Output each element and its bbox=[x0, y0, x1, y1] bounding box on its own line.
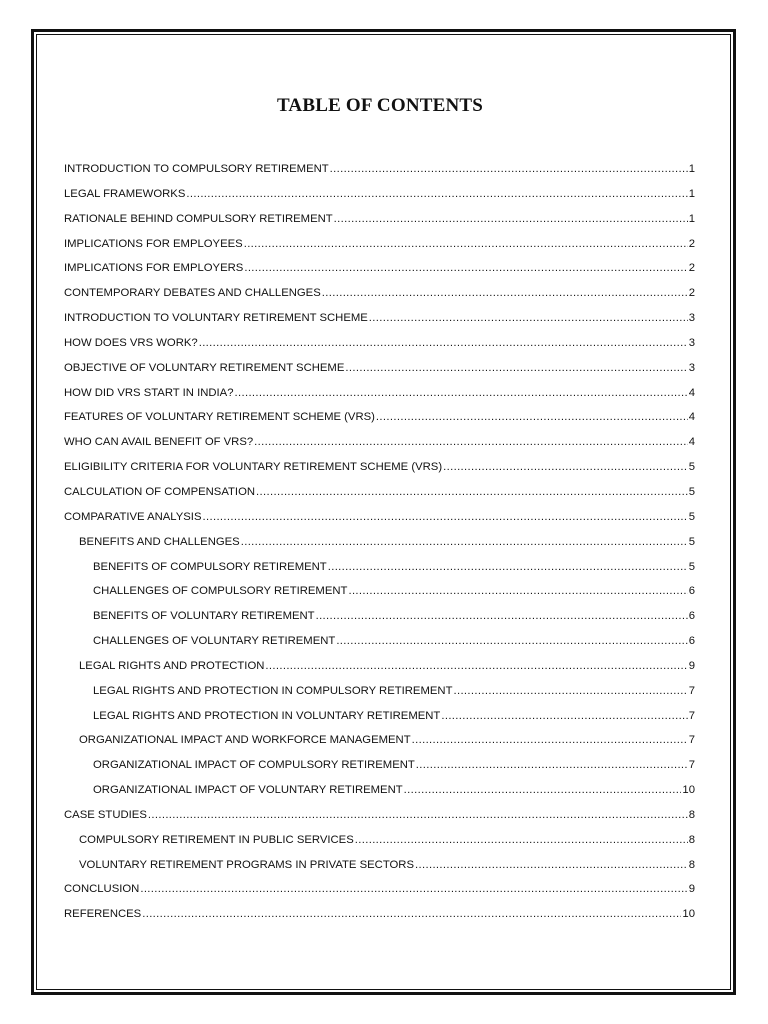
toc-page-number: 5 bbox=[688, 560, 695, 573]
toc-entry-title: ORGANIZATIONAL IMPACT OF VOLUNTARY RETIREMENT bbox=[93, 784, 403, 797]
toc-dot-leader bbox=[412, 734, 688, 746]
toc-page-number: 8 bbox=[688, 808, 695, 821]
toc-dot-leader bbox=[355, 834, 688, 846]
toc-page-number: 5 bbox=[688, 485, 695, 498]
toc-entry[interactable] bbox=[64, 710, 695, 735]
toc-entry[interactable] bbox=[64, 734, 695, 759]
toc-entry[interactable] bbox=[64, 238, 695, 263]
toc-entry[interactable] bbox=[64, 511, 695, 536]
toc-entry-title: OBJECTIVE OF VOLUNTARY RETIREMENT SCHEME bbox=[64, 361, 345, 374]
toc-entry[interactable] bbox=[64, 436, 695, 461]
toc-entry-title: CONCLUSION bbox=[64, 883, 140, 896]
toc-page-number: 6 bbox=[688, 610, 695, 623]
toc-entry[interactable] bbox=[64, 660, 695, 685]
toc-dot-leader bbox=[202, 511, 687, 523]
toc-dot-leader bbox=[453, 685, 687, 697]
toc-entry[interactable] bbox=[64, 610, 695, 635]
toc-page-number: 2 bbox=[688, 287, 695, 300]
toc-entry-title: RATIONALE BEHIND COMPULSORY RETIREMENT bbox=[64, 212, 333, 225]
toc-entry-title: CONTEMPORARY DEBATES AND CHALLENGES bbox=[64, 287, 321, 300]
toc-dot-leader bbox=[199, 337, 688, 349]
toc-dot-leader bbox=[376, 411, 688, 423]
toc-entry-title: CALCULATION OF COMPENSATION bbox=[64, 485, 256, 498]
toc-page-number: 1 bbox=[688, 187, 695, 200]
toc-dot-leader bbox=[416, 759, 688, 771]
toc-dot-leader bbox=[336, 635, 687, 647]
toc-entry-title: CHALLENGES OF VOLUNTARY RETIREMENT bbox=[93, 635, 336, 648]
toc-dot-leader bbox=[254, 436, 688, 448]
toc-entry[interactable] bbox=[64, 908, 695, 933]
toc-entry-title: IMPLICATIONS FOR EMPLOYERS bbox=[64, 262, 244, 275]
toc-page-number: 4 bbox=[688, 436, 695, 449]
toc-page-number: 6 bbox=[688, 635, 695, 648]
toc-page-number: 8 bbox=[688, 833, 695, 846]
toc-dot-leader bbox=[348, 585, 687, 597]
toc-dot-leader bbox=[234, 387, 687, 399]
toc-entry[interactable] bbox=[64, 362, 695, 387]
toc-entry-title: COMPULSORY RETIREMENT IN PUBLIC SERVICES bbox=[79, 833, 354, 846]
toc-page-number: 1 bbox=[688, 163, 695, 175]
toc-entry[interactable] bbox=[64, 561, 695, 586]
toc-dot-leader bbox=[322, 287, 688, 299]
toc-entry-title: CHALLENGES OF COMPULSORY RETIREMENT bbox=[93, 585, 348, 598]
toc-entry-title: LEGAL RIGHTS AND PROTECTION bbox=[79, 659, 265, 672]
toc-entry[interactable] bbox=[64, 312, 695, 337]
toc-page-number: 3 bbox=[688, 312, 695, 325]
toc-page-number: 6 bbox=[688, 585, 695, 598]
toc-dot-leader bbox=[328, 561, 688, 573]
toc-entry-title: BENEFITS OF VOLUNTARY RETIREMENT bbox=[93, 610, 315, 623]
toc-entry-title: INTRODUCTION TO COMPULSORY RETIREMENT bbox=[64, 163, 329, 175]
toc-entry[interactable] bbox=[64, 759, 695, 784]
toc-dot-leader bbox=[256, 486, 688, 498]
toc-entry[interactable] bbox=[64, 585, 695, 610]
toc-page-number: 3 bbox=[688, 361, 695, 374]
toc-page-number: 1 bbox=[688, 212, 695, 225]
toc-page-number: 5 bbox=[688, 510, 695, 523]
toc-entry-title: HOW DOES VRS WORK? bbox=[64, 336, 198, 349]
toc-entry-title: LEGAL FRAMEWORKS bbox=[64, 187, 186, 200]
toc-dot-leader bbox=[148, 809, 688, 821]
toc-dot-leader bbox=[265, 660, 687, 672]
toc-entry[interactable] bbox=[64, 411, 695, 436]
toc-entry-title: LEGAL RIGHTS AND PROTECTION IN VOLUNTARY RETIREMENT bbox=[93, 709, 441, 722]
toc-entry[interactable] bbox=[64, 809, 695, 834]
toc-entry[interactable] bbox=[64, 536, 695, 561]
toc-entry-title: BENEFITS OF COMPULSORY RETIREMENT bbox=[93, 560, 327, 573]
toc-page-number: 4 bbox=[688, 411, 695, 424]
toc-entry[interactable] bbox=[64, 287, 695, 312]
toc-entry[interactable] bbox=[64, 188, 695, 213]
toc-entry-title: LEGAL RIGHTS AND PROTECTION IN COMPULSORY RETIREMENT bbox=[93, 684, 453, 697]
toc-page-number: 10 bbox=[682, 784, 695, 797]
toc-page-number: 9 bbox=[688, 883, 695, 896]
toc-entry[interactable] bbox=[64, 635, 695, 660]
toc-entry-title: ORGANIZATIONAL IMPACT AND WORKFORCE MANAGEMENT bbox=[79, 734, 411, 747]
toc-entry-title: COMPARATIVE ANALYSIS bbox=[64, 510, 202, 523]
toc-page-number: 2 bbox=[688, 237, 695, 250]
toc-entry[interactable] bbox=[64, 883, 695, 908]
toc-page-number: 10 bbox=[682, 908, 695, 921]
toc-page-number: 4 bbox=[688, 386, 695, 399]
toc-dot-leader bbox=[140, 883, 687, 895]
toc-entry[interactable] bbox=[64, 262, 695, 287]
toc-entry[interactable] bbox=[64, 486, 695, 511]
toc-page-number: 7 bbox=[688, 709, 695, 722]
toc-dot-leader bbox=[345, 362, 687, 374]
toc-entry[interactable] bbox=[64, 213, 695, 238]
toc-page-number: 5 bbox=[688, 461, 695, 474]
toc-entry-title: REFERENCES bbox=[64, 908, 142, 921]
toc-dot-leader bbox=[244, 262, 687, 274]
toc-entry[interactable] bbox=[64, 461, 695, 486]
toc-entry-title: VOLUNTARY RETIREMENT PROGRAMS IN PRIVATE SECTORS bbox=[79, 858, 414, 871]
toc-page-number: 5 bbox=[688, 535, 695, 548]
toc-page-number: 8 bbox=[688, 858, 695, 871]
toc-entry-title: ORGANIZATIONAL IMPACT OF COMPULSORY RETIREMENT bbox=[93, 759, 415, 772]
page-title: TABLE OF CONTENTS bbox=[276, 95, 484, 116]
toc-entry[interactable] bbox=[64, 859, 695, 884]
toc-entry-title: INTRODUCTION TO VOLUNTARY RETIREMENT SCHEME bbox=[64, 312, 368, 325]
toc-page-number: 3 bbox=[688, 336, 695, 349]
toc-entry[interactable] bbox=[64, 387, 695, 412]
toc-dot-leader bbox=[142, 908, 681, 920]
toc-dot-leader bbox=[369, 312, 688, 324]
toc-page-number: 7 bbox=[688, 684, 695, 697]
toc-entry-title: HOW DID VRS START IN INDIA? bbox=[64, 386, 234, 399]
toc-dot-leader bbox=[244, 238, 688, 250]
toc-entry-title: WHO CAN AVAIL BENEFIT OF VRS? bbox=[64, 436, 254, 449]
toc-entry-title: ELIGIBILITY CRITERIA FOR VOLUNTARY RETIREMENT SCHEME (VRS) bbox=[64, 461, 443, 474]
toc-page-number: 7 bbox=[688, 734, 695, 747]
toc-entry[interactable] bbox=[64, 784, 695, 809]
toc-dot-leader bbox=[330, 163, 688, 175]
toc-dot-leader bbox=[443, 461, 688, 473]
toc-entry-title: FEATURES OF VOLUNTARY RETIREMENT SCHEME (VRS) bbox=[64, 411, 375, 424]
toc-dot-leader bbox=[241, 536, 688, 548]
table-of-contents bbox=[64, 163, 695, 933]
toc-entry-title: CASE STUDIES bbox=[64, 808, 147, 821]
toc-dot-leader bbox=[415, 859, 688, 871]
toc-entry[interactable] bbox=[64, 163, 695, 188]
toc-entry[interactable] bbox=[64, 337, 695, 362]
toc-dot-leader bbox=[316, 610, 688, 622]
toc-dot-leader bbox=[334, 213, 688, 225]
toc-dot-leader bbox=[441, 710, 687, 722]
toc-page-number: 7 bbox=[688, 759, 695, 772]
toc-entry[interactable] bbox=[64, 685, 695, 710]
toc-entry[interactable] bbox=[64, 834, 695, 859]
toc-entry-title: IMPLICATIONS FOR EMPLOYEES bbox=[64, 237, 243, 250]
toc-page-number: 2 bbox=[688, 262, 695, 275]
toc-page-number: 9 bbox=[688, 659, 695, 672]
toc-entry-title: BENEFITS AND CHALLENGES bbox=[79, 535, 240, 548]
toc-dot-leader bbox=[404, 784, 682, 796]
toc-dot-leader bbox=[186, 188, 687, 200]
